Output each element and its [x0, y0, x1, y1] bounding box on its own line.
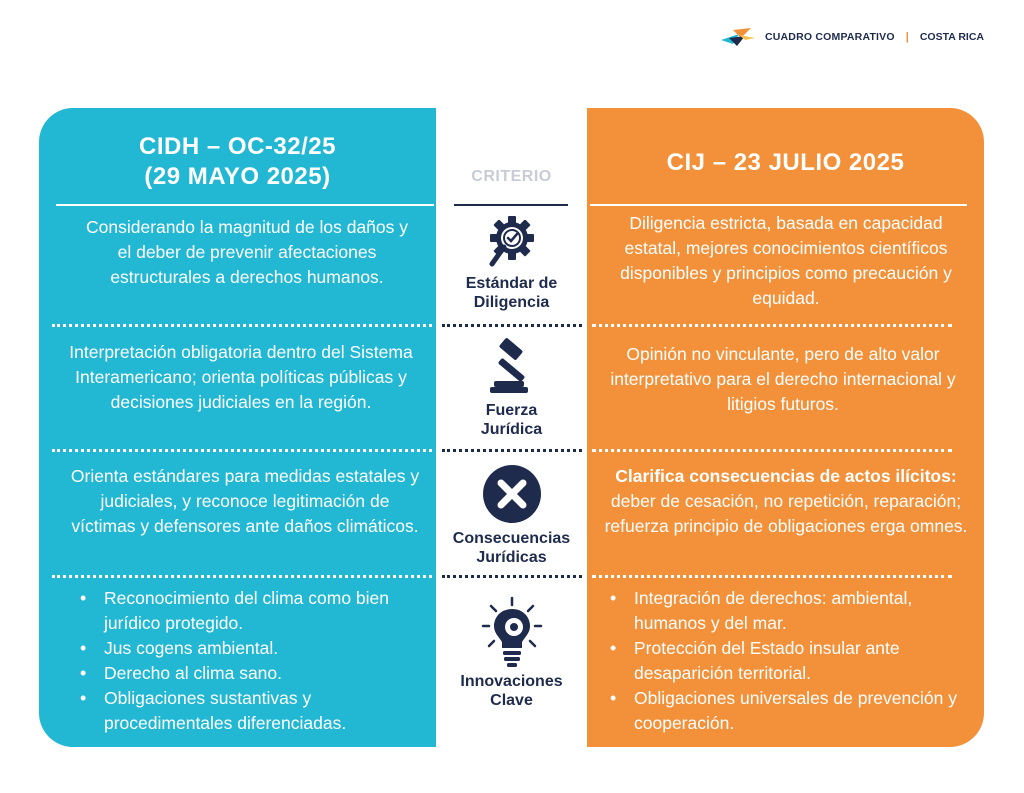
brand-logo-icon	[719, 26, 757, 48]
list-item: • Derecho al clima sano.	[104, 661, 424, 686]
criterion-consecuencias	[436, 464, 587, 567]
left-title-line1: CIDH – OC-32/25	[139, 133, 336, 160]
left-innovations-list	[64, 586, 424, 736]
right-column-title: CIJ – 23 JULIO 2025	[666, 149, 905, 176]
row-divider-left	[52, 324, 432, 327]
list-item: • Jus cogens ambiental.	[104, 636, 424, 661]
criterion-label-line: Estándar de	[465, 275, 558, 292]
row-divider-mid	[442, 449, 582, 452]
left-cell-text: Orienta estándares para medidas estatales y judiciales, y reconoce legitimación de víctimas y defensores ante daños climáticos.	[70, 466, 420, 536]
row-divider-left	[52, 449, 432, 452]
list-item: • Obligaciones sustantivas y procedimentales diferenciadas.	[104, 686, 424, 736]
right-header-divider	[590, 204, 967, 206]
brand-separator: |	[905, 31, 909, 43]
criterion-label-line: Clave	[490, 692, 533, 709]
right-innovations-list	[594, 586, 974, 736]
x-circle-icon	[482, 464, 542, 524]
left-cell-fuerza: Interpretación obligatoria dentro del Sistema Interamericano; orienta políticas públicas y decisiones judiciales en la región.	[69, 342, 413, 412]
criteria-header-divider	[454, 204, 568, 206]
criterion-label-line: Fuerza	[485, 402, 538, 419]
criterion-label-line: Consecuencias	[452, 530, 571, 547]
lightbulb-gear-icon	[477, 596, 547, 670]
criterion-label-line: Diligencia	[473, 294, 550, 311]
criterion-label	[436, 529, 587, 567]
brand-header	[719, 26, 984, 48]
criterion-label	[436, 274, 587, 312]
criterion-diligencia	[436, 212, 587, 312]
gavel-icon	[482, 337, 542, 399]
list-item: • Integración de derechos: ambiental, humanos y del mar.	[634, 586, 974, 636]
right-cell-text: deber de cesación, no repetición, reparación; refuerza principio de obligaciones erga omnes.	[604, 491, 968, 536]
criterion-label	[436, 401, 587, 439]
right-cell-bold: Clarifica consecuencias de actos ilícitos:	[615, 466, 957, 486]
list-item: • Reconocimiento del clima como bien jurídico protegido.	[104, 586, 424, 636]
row-divider-left	[52, 575, 432, 578]
row-divider-right	[592, 575, 952, 578]
right-cell-consecuencias	[600, 464, 972, 539]
criterion-fuerza	[436, 337, 587, 439]
gear-check-icon	[482, 212, 542, 272]
right-cell-diligencia: Diligencia estricta, basada en capacidad estatal, mejores conocimientos científicos disponibles y principios como precaución y equidad.	[620, 213, 952, 308]
criterion-innovaciones	[436, 596, 587, 710]
criterion-label-line: Jurídicas	[476, 549, 547, 566]
criterion-label-line: Innovaciones	[460, 673, 563, 690]
left-column-title	[39, 132, 436, 192]
criteria-header: CRITERIO	[471, 168, 552, 185]
left-header-divider	[56, 204, 434, 206]
criterion-label	[436, 672, 587, 710]
row-divider-mid	[442, 575, 582, 578]
row-divider-right	[592, 324, 952, 327]
list-item: • Obligaciones universales de prevención y cooperación.	[634, 686, 974, 736]
row-divider-mid	[442, 324, 582, 327]
left-cell-diligencia: Considerando la magnitud de los daños y el deber de prevenir afectaciones estructurales a derechos humanos.	[85, 217, 408, 287]
left-cell-innovaciones	[64, 586, 424, 736]
brand-name: CUADRO COMPARATIVO	[764, 31, 895, 43]
left-cell-consecuencias	[70, 464, 420, 539]
left-title-line2: (29 MAYO 2025)	[144, 163, 331, 190]
row-divider-right	[592, 449, 952, 452]
right-cell-fuerza: Opinión no vinculante, pero de alto valor interpretativo para el derecho internacional y litigios futuros.	[610, 344, 956, 414]
list-item: • Protección del Estado insular ante desaparición territorial.	[634, 636, 974, 686]
criterion-label-line: Jurídica	[480, 421, 543, 438]
brand-country: COSTA RICA	[919, 31, 984, 43]
right-cell-innovaciones	[594, 586, 974, 736]
